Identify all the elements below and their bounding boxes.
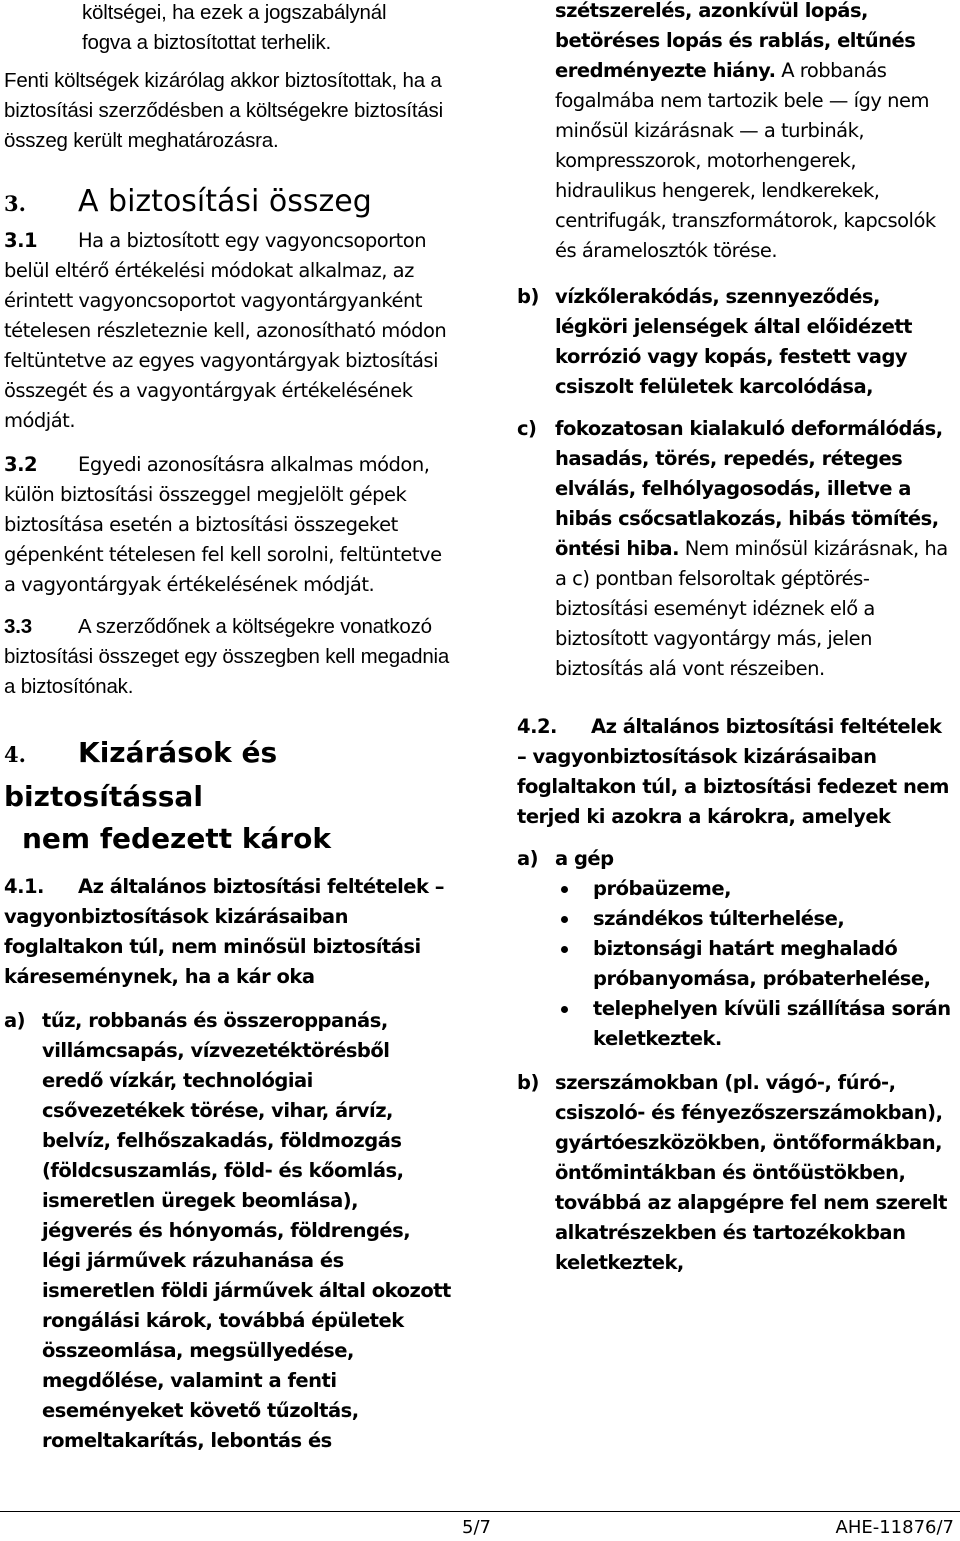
section-3-2 (4, 450, 454, 600)
exclusion-item-a-continuation (517, 0, 957, 266)
coverage-item-b (517, 1068, 957, 1278)
item-a-continuation-text: A robbanás fogalmába nem tartozik bele — így nem minősül kizárásnak — a turbinák, kompresszorok, motorhengerek, hidraulikus hengerek, lendkerekek, centrifugák, transzformátorok, kapcsolók és áramelosztók törése. (555, 59, 936, 262)
section-3-3-number: 3.3 (4, 615, 32, 638)
section-4-1 (4, 872, 454, 992)
section-3-1-text: Ha a biztosított egy vagyoncsoporton belül eltérő értékelési módokat alkalmaz, az érintett vagyoncsoportot vagyontárgyanként tételesen részleteznie kell, azonosítható módon feltüntetve az egyes vagyontárgyak biztosítási összegét és a vagyontárgyak értékelésének módját. (4, 229, 447, 432)
section-4-1-text: Az általános biztosítási feltételek – vagyonbiztosítások kizárásaiban foglaltakon túl, nem minősül biztosítási káreseménynek, ha a kár oka (4, 875, 445, 988)
bullet-item: próbaüzeme, (555, 874, 957, 904)
section-3-3 (4, 612, 454, 702)
item-c-letter: c) (517, 417, 537, 440)
item-a-continuation-bold: szétszerelés, azonkívül lopás, betöréses lopás és rablás, eltűnés eredményezte hiány. (555, 0, 916, 82)
coverage-item-b-letter: b) (517, 1071, 539, 1094)
section-3-2-text: Egyedi azonosításra alkalmas módon, külön biztosítási összeggel megjelölt gépek biztosítása esetén a biztosítási összegeket gépenként tételesen fel kell sorolni, feltüntetve a vagyontárgyak értékelésének módját. (4, 453, 442, 596)
section-4-heading (4, 732, 454, 860)
item-b-text: vízkőlerakódás, szennyeződés, légköri jelenségek által előidézett korrózió vagy kopás, festett vagy csiszolt felületek karcolódása, (555, 285, 912, 398)
intro-paragraph: Fenti költségek kizárólag akkor biztosítottak, ha a biztosítási szerződésben a költségekre biztosítási összeg került meghatározásra. (4, 69, 443, 152)
section-3-1 (4, 226, 454, 436)
bullet-item: biztonsági határt meghaladó próbanyomása, próbaterhelése, (555, 934, 957, 994)
left-column (4, 0, 454, 1456)
section-4-title-line-2: nem fedezett károk (22, 822, 332, 855)
intro-continuation (4, 0, 454, 58)
section-4-number: 4. (4, 742, 26, 767)
page-number: 5/7 (462, 1517, 491, 1538)
coverage-item-a-bullets (517, 874, 957, 1054)
section-3-1-number: 3.1 (4, 229, 38, 252)
section-4-2 (517, 712, 957, 832)
item-a-letter: a) (4, 1009, 26, 1032)
bullet-item: szándékos túlterhelése, (555, 904, 957, 934)
document-code: AHE-11876/7 (835, 1517, 954, 1538)
item-c-text-bold: fokozatosan kialakuló deformálódás, hasadás, törés, repedés, réteges elválás, felhólyagosodás, illetve a hibás csőcsatlakozás, hibás tömítés, öntési hiba. (555, 417, 943, 560)
intro-line-2: fogva a biztosítottat terhelik. (82, 31, 332, 54)
intro-line-1: költségei, ha ezek a jogszabálynál (82, 1, 387, 24)
coverage-item-b-text: szerszámokban (pl. vágó-, fúró-, csiszoló- és fényezőszerszámokban), gyártóeszközökben, öntőformákban, öntőmintákban és öntőüstökben, továbbá az alapgépre fel nem szerelt alkatrészekben és tartozékokban keletkeztek, (555, 1071, 947, 1274)
section-4-title-line-1: Kizárások és biztosítással (4, 736, 278, 813)
exclusion-item-b (517, 282, 957, 402)
coverage-item-a-letter: a) (517, 847, 539, 870)
bullet-item: telephelyen kívüli szállítása során keletkeztek. (555, 994, 957, 1054)
section-3-title: A biztosítási összeg (78, 184, 372, 219)
footer-divider (0, 1511, 960, 1512)
coverage-item-a (517, 844, 957, 874)
item-b-letter: b) (517, 285, 539, 308)
section-3-heading (4, 182, 454, 224)
coverage-item-a-text: a gép (555, 847, 614, 870)
exclusion-item-c (517, 414, 957, 684)
item-a-text: tűz, robbanás és összeroppanás, villámcsapás, vízvezetéktörésből eredő vízkár, technológiai csővezetékek törése, vihar, árvíz, belvíz, felhőszakadás, földmozgás (földcsuszamlás, föld- és kőomlás, ismeretlen üregek beomlása), jégverés és hónyomás, földrengés, légi járművek rázuhanása és ismeretlen földi járművek által okozott rongálási károk, továbbá épületek összeomlása, megsüllyedése, megdőlése, valamint a fenti eseményeket követő tűzoltás, romeltakarítás, lebontás és (42, 1009, 451, 1452)
section-3-number: 3. (4, 191, 26, 216)
exclusion-item-a (4, 1006, 454, 1456)
section-4-2-text: Az általános biztosítási feltételek – vagyonbiztosítások kizárásaiban foglaltakon túl, a biztosítási fedezet nem terjed ki azokra a károkra, amelyek (517, 715, 949, 828)
right-column (517, 0, 957, 1278)
section-4-1-number: 4.1. (4, 875, 44, 898)
section-3-2-number: 3.2 (4, 453, 38, 476)
item-c-text: Nem minősül kizárásnak, ha a c) pontban felsoroltak géptörés-biztosítási eseményt idéznek elő a biztosított vagyontárgy más, jelen biztosítás alá vont részeiben. (555, 537, 948, 680)
section-4-2-number: 4.2. (517, 715, 557, 738)
section-3-3-text: A szerződőnek a költségekre vonatkozó biztosítási összeget egy összegben kell megadnia a biztosítónak. (4, 615, 450, 698)
